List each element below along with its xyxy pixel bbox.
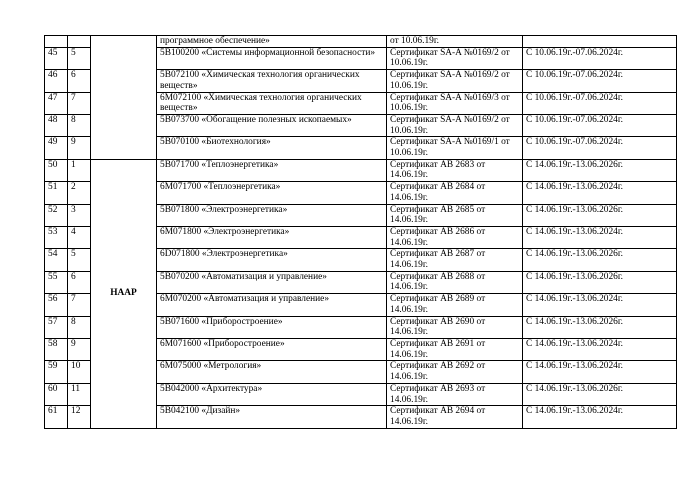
program-cell: 6М070200 «Автоматизация и управление» xyxy=(157,294,387,316)
period-cell: С 10.06.19г.-07.06.2024г. xyxy=(523,137,677,159)
program-cell: программное обеспечение» xyxy=(157,36,387,48)
period-cell: С 14.06.19г.-13.06.2026г. xyxy=(523,383,677,405)
row-number: 47 xyxy=(45,92,68,114)
row-subnumber: 7 xyxy=(68,92,91,114)
period-cell: С 14.06.19г.-13.06.2026г. xyxy=(523,204,677,226)
row-subnumber: 1 xyxy=(68,159,91,181)
program-cell: 6М071700 «Теплоэнергетика» xyxy=(157,182,387,204)
period-cell: С 14.06.19г.-13.06.2026г. xyxy=(523,271,677,293)
certificate-cell: Сертификат АВ 2690 от 14.06.19г. xyxy=(387,316,523,338)
certificate-cell: Сертификат АВ 2693 от 14.06.19г. xyxy=(387,383,523,405)
row-subnumber: 11 xyxy=(68,383,91,405)
period-cell: С 14.06.19г.-13.06.2026г. xyxy=(523,249,677,271)
row-subnumber: 5 xyxy=(68,249,91,271)
row-subnumber: 8 xyxy=(68,316,91,338)
row-subnumber: 2 xyxy=(68,182,91,204)
certificate-cell: Сертификат АВ 2692 от 14.06.19г. xyxy=(387,361,523,383)
program-cell: 5В042100 «Дизайн» xyxy=(157,406,387,428)
program-cell: 6М072100 «Химическая технология органических веществ» xyxy=(157,92,387,114)
program-cell: 5В072100 «Химическая технология органических веществ» xyxy=(157,70,387,92)
table-row xyxy=(45,159,677,181)
row-number: 59 xyxy=(45,361,68,383)
program-cell: 5В071700 «Теплоэнергетика» xyxy=(157,159,387,181)
program-cell: 6D071800 «Электроэнергетика» xyxy=(157,249,387,271)
row-number: 54 xyxy=(45,249,68,271)
row-subnumber: 7 xyxy=(68,294,91,316)
row-number: 56 xyxy=(45,294,68,316)
row-number: 48 xyxy=(45,114,68,136)
document-page xyxy=(44,35,677,429)
certificate-cell: Сертификат SA-A №0169/1 от 10.06.19г. xyxy=(387,137,523,159)
accreditation-table xyxy=(44,35,677,429)
period-cell: С 10.06.19г.-07.06.2024г. xyxy=(523,114,677,136)
certificate-cell: Сертификат АВ 2694 от 14.06.19г. xyxy=(387,406,523,428)
row-number: 57 xyxy=(45,316,68,338)
row-subnumber: 6 xyxy=(68,70,91,92)
program-cell: 5В073700 «Обогащение полезных ископаемых» xyxy=(157,114,387,136)
certificate-cell: Сертификат АВ 2685 от 14.06.19г. xyxy=(387,204,523,226)
row-number: 55 xyxy=(45,271,68,293)
certificate-cell: Сертификат АВ 2684 от 14.06.19г. xyxy=(387,182,523,204)
certificate-cell: Сертификат АВ 2686 от 14.06.19г. xyxy=(387,226,523,248)
program-cell: 5В071800 «Электроэнергетика» xyxy=(157,204,387,226)
row-number: 61 xyxy=(45,406,68,428)
row-subnumber: 12 xyxy=(68,406,91,428)
certificate-cell: Сертификат АВ 2683 от 14.06.19г. xyxy=(387,159,523,181)
period-cell: С 14.06.19г.-13.06.2026г. xyxy=(523,316,677,338)
certificate-cell: Сертификат SA-A №0169/2 от 10.06.19г. xyxy=(387,47,523,69)
certificate-cell: от 10.06.19г. xyxy=(387,36,523,48)
row-number: 50 xyxy=(45,159,68,181)
row-number: 60 xyxy=(45,383,68,405)
certificate-cell: Сертификат АВ 2691 от 14.06.19г. xyxy=(387,338,523,360)
period-cell: С 10.06.19г.-07.06.2024г. xyxy=(523,47,677,69)
program-cell: 5В071600 «Приборостроение» xyxy=(157,316,387,338)
program-cell: 6М071800 «Электроэнергетика» xyxy=(157,226,387,248)
program-cell: 5В042000 «Архитектура» xyxy=(157,383,387,405)
row-subnumber: 8 xyxy=(68,114,91,136)
period-cell: С 10.06.19г.-07.06.2024г. xyxy=(523,92,677,114)
row-subnumber: 9 xyxy=(68,137,91,159)
program-cell: 6М071600 «Приборостроение» xyxy=(157,338,387,360)
row-number: 51 xyxy=(45,182,68,204)
row-subnumber: 5 xyxy=(68,47,91,69)
certificate-cell: Сертификат АВ 2688 от 14.06.19г. xyxy=(387,271,523,293)
period-cell: С 14.06.19г.-13.06.2024г. xyxy=(523,182,677,204)
row-subnumber: 4 xyxy=(68,226,91,248)
certificate-cell: Сертификат АВ 2689 от 14.06.19г. xyxy=(387,294,523,316)
program-cell: 5В070100 «Биотехнология» xyxy=(157,137,387,159)
certificate-cell: Сертификат АВ 2687 от 14.06.19г. xyxy=(387,249,523,271)
row-number: 53 xyxy=(45,226,68,248)
program-cell: 6М075000 «Метрология» xyxy=(157,361,387,383)
row-number: 49 xyxy=(45,137,68,159)
row-number: 46 xyxy=(45,70,68,92)
period-cell: С 14.06.19г.-13.06.2024г. xyxy=(523,338,677,360)
row-number: 45 xyxy=(45,47,68,69)
certificate-cell: Сертификат SA-A №0169/3 от 10.06.19г. xyxy=(387,92,523,114)
period-cell: С 14.06.19г.-13.06.2024г. xyxy=(523,294,677,316)
program-cell: 5В100200 «Системы информационной безопасности» xyxy=(157,47,387,69)
certificate-cell: Сертификат SA-A №0169/2 от 10.06.19г. xyxy=(387,70,523,92)
certificate-cell: Сертификат SA-A №0169/2 от 10.06.19г. xyxy=(387,114,523,136)
row-number: 52 xyxy=(45,204,68,226)
agency-group-label: НААР xyxy=(91,159,157,428)
agency-cell-empty xyxy=(91,36,157,160)
row-subnumber: 10 xyxy=(68,361,91,383)
row-number: 58 xyxy=(45,338,68,360)
row-subnumber: 6 xyxy=(68,271,91,293)
period-cell: С 14.06.19г.-13.06.2026г. xyxy=(523,159,677,181)
program-cell: 5В070200 «Автоматизация и управление» xyxy=(157,271,387,293)
period-cell: С 14.06.19г.-13.06.2024г. xyxy=(523,361,677,383)
table-row xyxy=(45,36,677,48)
period-cell: С 14.06.19г.-13.06.2024г. xyxy=(523,226,677,248)
period-cell: С 10.06.19г.-07.06.2024г. xyxy=(523,70,677,92)
row-subnumber: 9 xyxy=(68,338,91,360)
row-subnumber: 3 xyxy=(68,204,91,226)
period-cell: С 14.06.19г.-13.06.2024г. xyxy=(523,406,677,428)
